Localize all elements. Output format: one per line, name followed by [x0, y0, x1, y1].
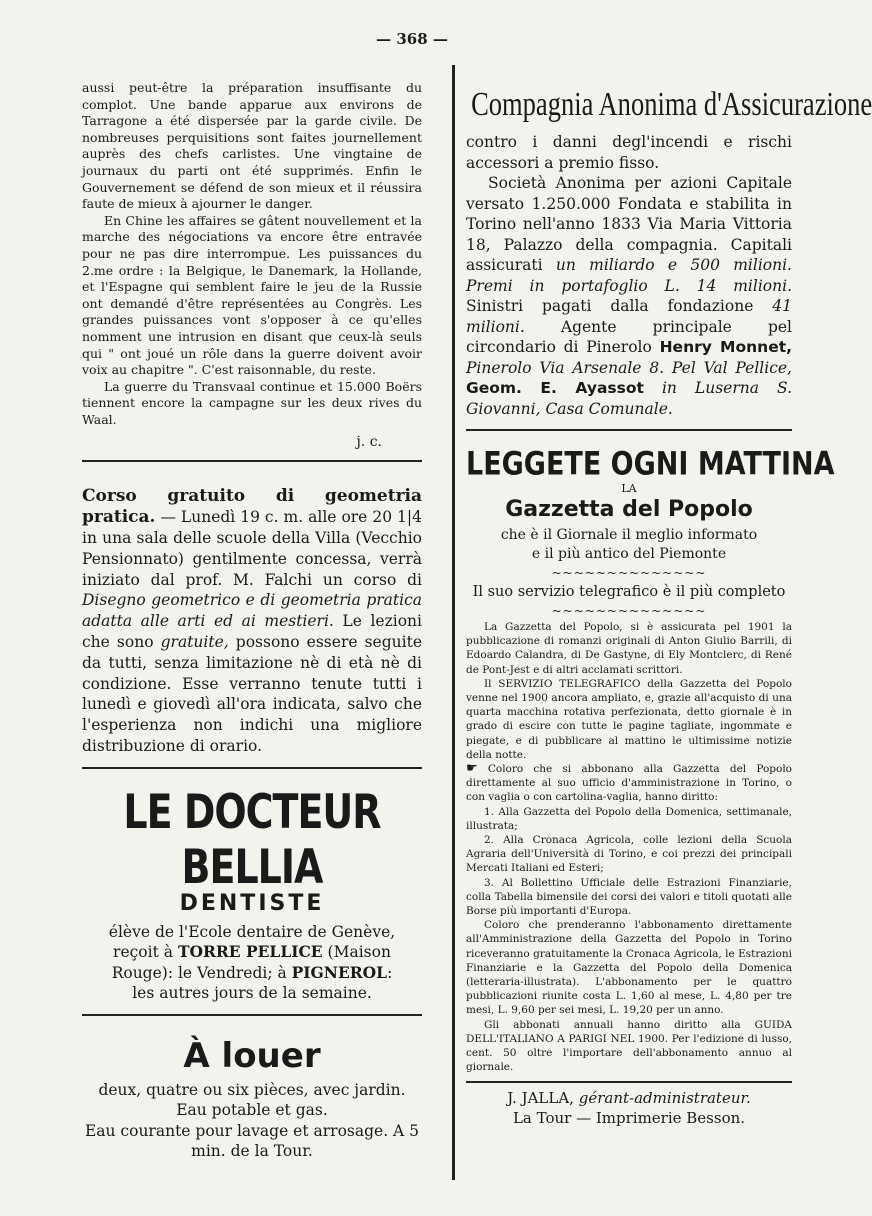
ornament-squiggle: ~~~~~~~~~~~~~~ [551, 566, 707, 580]
compagnia-title: Compagnia Anonima d'Assicurazione [471, 86, 872, 123]
compagnia-p2f: Pinerolo Via Arsenale 8. Pel Val Pellice, [466, 358, 792, 377]
docteur-line-1: élève de l'Ecole dentaire de Genève, [108, 922, 396, 941]
jalla-line [466, 1089, 792, 1107]
docteur-line-3b: PIGNEROL [291, 962, 388, 982]
section-rule [466, 429, 792, 431]
news-paragraph-1: aussi peut-être la préparation insuffisante du complot. Une bande apparue aux environs de Tarragone a été dispersée par la garde civile. De nombreuses perquisitions sont faites journellement auprès des chefs carlistes. Une vingtaine de journaux du parti ont été supprimés. Enfin le Gouvernement se défend de son mieux et il réussira faute de mieux à ajourner le danger. [82, 80, 422, 212]
gazzetta-fine-3: Coloro che si abbonano alla Gazzetta del Popolo direttamente al suo ufficio d'amministrazione in Torino, o con vaglia o con cartolina-vaglia, hanno diritto: [466, 763, 793, 804]
docteur-line-4: les autres jours de la semaine. [132, 984, 372, 1003]
compagnia-p2d: 41 milioni. [466, 297, 792, 336]
louer-body [82, 1080, 422, 1162]
gazzetta-line-2: e il più antico del Piemonte [531, 546, 727, 562]
compagnia-agent-2: Geom. E. Ayassot [466, 379, 644, 397]
left-column [82, 80, 422, 1162]
column-divider [452, 65, 455, 1180]
compagnia-agent-1: Henry Monnet, [659, 338, 793, 356]
gazzetta-fine-1: La Gazzetta del Popolo, si è assicurata pel 1901 la pubblicazione di romanzi originali di Anton Giulio Barrili, di Edoardo Calandra, di De Gastyne, di Ely Montclerc, di René de Pont-Jest e di altri acclamati scrittori. [466, 621, 792, 676]
corso-article [82, 486, 422, 756]
louer-line-3: Eau courante pour lavage et arrosage. A 5 min. de la Tour. [84, 1121, 420, 1161]
docteur-line-2b: TORRE PELLICE [177, 942, 323, 962]
gazzetta-fine-8: Gli abbonati annuali hanno diritto alla GUIDA DELL'ITALIANO A PARIGI NEL 1900. Per l'edizione di lusso, cent. 50 oltre l'importare dell'abbonamento annuo al giornale. [466, 1018, 792, 1074]
corso-italic-2: gratuite, [160, 633, 229, 652]
louer-line-1: deux, quatre ou six pièces, avec jardin. [98, 1080, 406, 1099]
section-rule [82, 767, 422, 769]
gazzetta-fine-2: Il SERVIZIO TELEGRAFICO della Gazzetta del Popolo venne nel 1900 ancora ampliato, e, grazie all'acquisto di una quarta macchina rotativa perfezionata, detto giornale è in grado di escire con tutte le pagine tagliate, ingommate e piegate, e di pubblicare al mattino le ultimissime notizie della notte. [466, 677, 792, 761]
compagnia-p2c: Sinistri pagati dalla fondazione [466, 297, 773, 315]
gazzetta-fine-5: 2. Alla Cronaca Agricola, colle lezioni della Scuola Agraria dell'Università di Torino, e coi prezzi dei principali Mercati Italiani ed Esteri; [466, 834, 792, 875]
corso-italic-1: Disegno geometrico e di geometria pratica adatta alle arti ed ai mestieri. [82, 591, 422, 631]
news-signature: j. c. [356, 434, 382, 451]
jalla-role: gérant-administrateur. [573, 1088, 751, 1107]
leggete-heading: LEGGETE OGNI MATTINA [466, 445, 835, 484]
section-rule [82, 460, 422, 462]
docteur-body [82, 922, 422, 1004]
docteur-line-3a: Rouge): le Vendredi; à [111, 963, 292, 982]
news-paragraph-2: En Chine les affaires se gâtent nouvellement et la marche des négociations va encore être entravée pour ne pas dire interrompue. Les puissances du 2.me ordre : la Belgique, le Danemark, la Hollande, et l'Espagne qui semblent faire le jeu de la Russie ont demandé d'être représentées au Congrès. Les grandes puissances vont s'opposer à ce qu'elles nomment une intrusion en disant que ceux-là seuls qui " ont joué un rôle dans la guerre doivent avoir voix au chapitre ". C'est raisonnable, du reste. [82, 212, 422, 378]
gazzetta-name: Gazzetta del Popolo [505, 497, 753, 522]
pointing-hand-icon: ☛ [466, 761, 478, 777]
compagnia-p2e: Agente principale pel circondario di Pinerolo [466, 317, 792, 356]
gazzetta-line-1: che è il Giornale il meglio informato [500, 527, 758, 543]
page-number: — 368 — [376, 30, 448, 48]
gazzetta-fine-7: Coloro che prenderanno l'abbonamento direttamente all'Amministrazione della Gazzetta del Popolo in Torino riceveranno gratuitamente la Cronaca Agricola, le Estrazioni Finanziarie e la Gazzetta del Popolo della Domenica (letteraria-illustrata). L'abbonamento per le quattro pubblicazioni riunite costa L. 1,60 al mese, L. 4,80 per tre mesi, L. 9,60 per sei mesi, L. 19,20 per un anno. [466, 919, 792, 1017]
jalla-name: J. JALLA, [507, 1088, 574, 1107]
imprimerie-line: La Tour — Imprimerie Besson. [512, 1108, 746, 1127]
gazzetta-fine-6: 3. Al Bollettino Ufficiale delle Estrazioni Finanziarie, colla Tabella bimensile dei corsi dei valori e titoli quotati alle Borse più importanti d'Europa. [466, 876, 792, 918]
news-paragraph-3: La guerre du Transvaal continue et 15.000 Boërs tiennent encore la campagne sur les deux rives du Waal. [82, 378, 422, 427]
la-label: LA [621, 482, 637, 495]
gazzetta-fine-4: 1. Alla Gazzetta del Popolo della Domenica, settimanale, illustrata; [466, 805, 792, 832]
docteur-subtitle: DENTISTE [179, 890, 325, 916]
compagnia-p1: contro i danni degl'incendi e rischi accessori a premio fisso. [466, 133, 792, 172]
docteur-line-2c: (Maison [322, 943, 391, 962]
corso-text-1: — Lunedì 19 c. m. alle ore 20 1|4 in una sala delle scuole della Villa (Vecchio Pensionnato) gentilmente concessa, verrà iniziato dal prof. M. Falchi un corso di [82, 508, 422, 589]
docteur-line-3c: : [387, 963, 393, 982]
section-rule [466, 1081, 792, 1083]
docteur-title: LE DOCTEUR BELLIA [123, 783, 381, 894]
docteur-line-2a: reçoit à [113, 943, 178, 962]
corso-heading: Corso gratuito di geometria pratica. [82, 486, 422, 528]
compagnia-p2 [466, 173, 792, 419]
corso-text-3: possono essere seguite da tutti, senza limitazione nè di età nè di condizione. Esse verranno tenute tutti i lunedì e giovedì all'ora indicata, salvo che l'esperienza non indichi una migliore distribuzione di orario. [82, 633, 422, 756]
compagnia-p2a: Società Anonima per azioni Capitale versato 1.250.000 Fondata e stabilita in Torino nell'anno 1833 Via Maria Vittoria 18, Palazzo della compagnia. Capitali assicurati [466, 174, 792, 274]
gazzetta-fine-3-wrap [466, 762, 792, 805]
right-column [466, 72, 872, 1127]
servizio-line: Il suo servizio telegrafico è il più completo [472, 584, 786, 600]
corso-text-2: Le lezioni che sono [82, 612, 422, 652]
compagnia-p2b: un miliardo e 500 milioni. Premi in portafoglio L. 14 milioni. [466, 256, 792, 295]
louer-line-2: Eau potable et gas. [176, 1101, 328, 1120]
ornament-squiggle: ~~~~~~~~~~~~~~ [551, 604, 707, 618]
section-rule [82, 1014, 422, 1016]
compagnia-p2g: in Luserna S. Giovanni, Casa Comunale. [466, 379, 792, 418]
louer-title: À louer [183, 1035, 321, 1076]
